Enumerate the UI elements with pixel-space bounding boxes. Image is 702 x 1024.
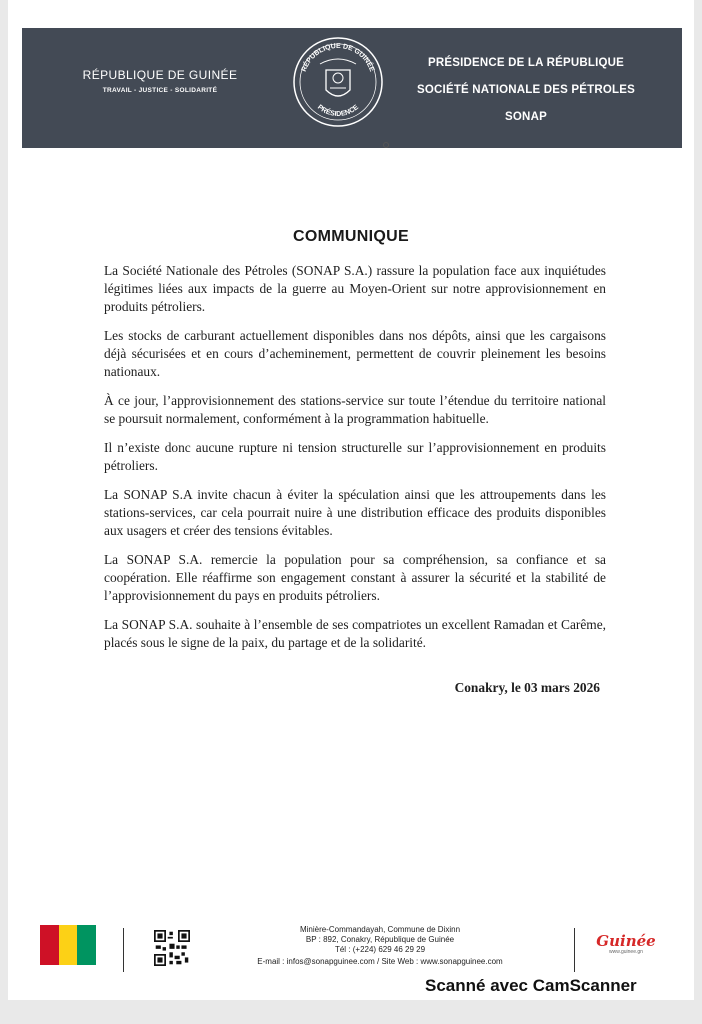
footer-email-web: E-mail : infos@sonapguinee.com / Site Web : www.sonapguinee.com <box>257 957 503 966</box>
paragraph: La SONAP S.A invite chacun à éviter la spéculation ainsi que les attroupements dans les stations-services, car cela pourrait nuire à une distribution efficace des produits disponibles aux usagers et créer des tensions évitables. <box>104 487 606 538</box>
paragraph: Il n’existe donc aucune rupture ni tension structurelle sur l’approvisionnement en produits pétroliers. <box>104 440 606 473</box>
institution-block <box>406 50 646 131</box>
presidency-name: PRÉSIDENCE DE LA RÉPUBLIQUE <box>427 57 625 69</box>
company-name: SOCIÉTÉ NATIONALE DES PÉTROLES <box>417 84 635 96</box>
national-seal-icon <box>290 34 386 130</box>
guinea-flag-icon <box>40 925 96 965</box>
footer-divider <box>123 928 124 972</box>
country-block <box>80 68 240 94</box>
company-acronym: SONAP <box>505 111 547 123</box>
guinee-logo-word: Guinée <box>596 932 656 950</box>
footer-divider <box>574 928 575 972</box>
place-and-date: Conakry, le 03 mars 2026 <box>454 680 600 695</box>
svg-text:PRÉSIDENCE <box>316 104 360 118</box>
header-dot <box>383 142 389 148</box>
page-bottom-margin <box>0 1000 702 1024</box>
qr-code-icon <box>154 930 190 966</box>
paragraph: À ce jour, l’approvisionnement des stations-service sur toute l’étendue du territoire national se poursuit normalement, conformément à la programmation habituelle. <box>104 393 606 426</box>
seal-top-text: RÉPUBLIQUE DE GUINÉE <box>300 42 376 73</box>
guinee-logo-url: www.guinee.gn <box>609 949 643 955</box>
scanner-watermark: Scanné avec CamScanner <box>425 976 637 995</box>
communique-body <box>104 262 606 663</box>
letterhead-banner <box>22 28 682 148</box>
paragraph: La SONAP S.A. souhaite à l’ensemble de ses compatriotes un excellent Ramadan et Carême, placés sous le signe de la paix, du partage et de la solidarité. <box>104 617 606 650</box>
paragraph: La Société Nationale des Pétroles (SONAP S.A.) rassure la population face aux inquiétudes légitimes liées aux impacts de la guerre au Moyen-Orient sur notre approvisionnement en produits pétroliers. <box>104 263 606 314</box>
footer-address-line2: BP : 892, Conakry, République de Guinée <box>305 935 455 944</box>
footer-contact <box>210 925 550 967</box>
national-motto: TRAVAIL - JUSTICE - SOLIDARITÉ <box>102 87 218 94</box>
seal-bottom-text: PRÉSIDENCE <box>316 103 360 119</box>
footer-phone: Tél : (+224) 629 46 29 29 <box>334 945 426 954</box>
paragraph: La SONAP S.A. remercie la population pour sa compréhension, sa confiance et sa coopération. Elle réaffirme son engagement constant à assurer la sécurité et la stabilité de l’approvisionnement du pays en produits pétroliers. <box>104 552 606 603</box>
country-name: RÉPUBLIQUE DE GUINÉE <box>82 68 238 82</box>
paragraph: Les stocks de carburant actuellement disponibles dans nos dépôts, ainsi que les cargaisons déjà sécurisées et en cours d’acheminement, permettent de couvrir pleinement les besoins nationaux. <box>104 328 606 379</box>
guinee-brand-logo <box>588 932 664 955</box>
footer-address-line1: Minière-Commandayah, Commune de Dixinn <box>299 925 461 934</box>
document-title: COMMUNIQUE <box>293 228 409 245</box>
